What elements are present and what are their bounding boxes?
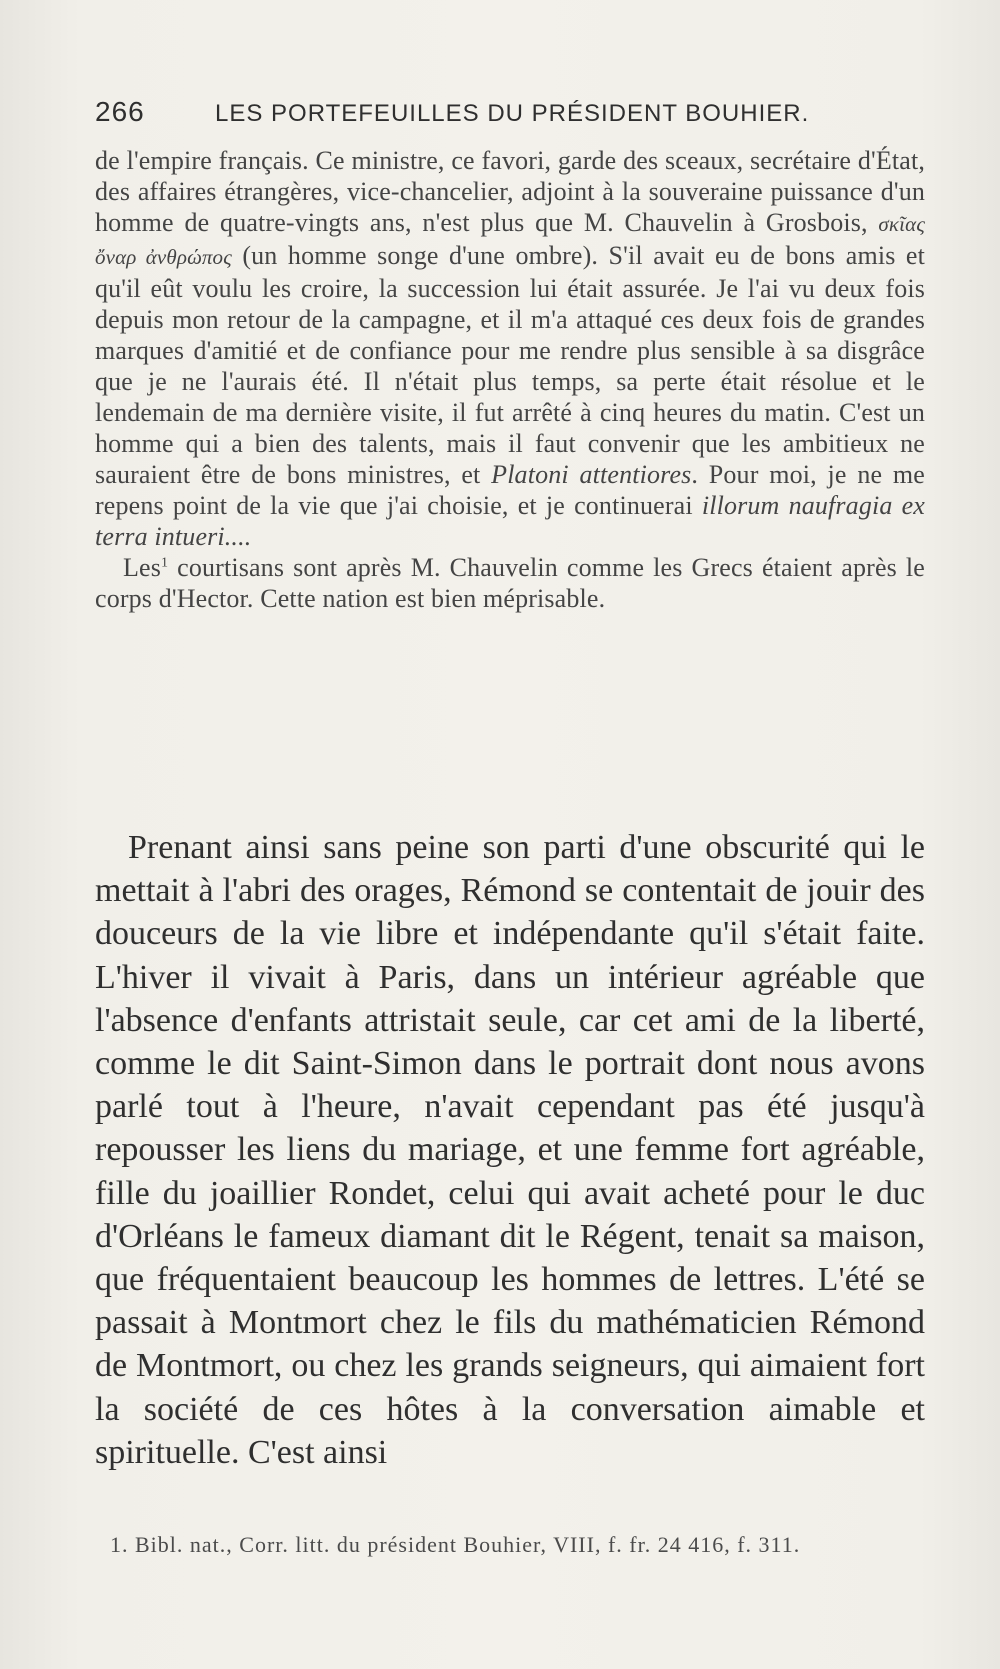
letter-paragraph-1 bbox=[95, 145, 925, 552]
latin-phrase: illorum naufragia ex terra intueri.... bbox=[95, 491, 925, 551]
page-header bbox=[95, 96, 835, 136]
letter-text: (un homme songe d'une ombre). S'il avait eu de bons amis et qu'il eût voulu les croire, la succession lui était assurée. Je l'ai vu deux fois depuis mon retour de la campagne, et il m'a attaqué ces deux fois de grandes marques d'amitié et de confiance pour me rendre plus sensible à sa disgrâce que je ne l'aurais été. Il n'était plus temps, sa perte était résolue et le lendemain de ma dernière visite, il fut arrêté à cinq heures du matin. C'est un homme qui a bien des talents, mais il faut convenir que les ambitieux ne sauraient être de bons ministres, et bbox=[95, 241, 925, 489]
greek-quote: σκῖας ὄναρ ἀνθρώπος bbox=[95, 212, 925, 269]
body-paragraph: Prenant ainsi sans peine son parti d'une obscurité qui le mettait à l'abri des orages, Rémond se contentait de jouir des douceurs de la vie libre et indépendante qu'il s'était faite. L'hiver il vivait à Paris, dans un intérieur agréable que l'absence d'enfants attristait seule, car cet ami de la liberté, comme le dit Saint-Simon dans le portrait dont nous avons parlé tout à l'heure, n'avait cependant pas été jusqu'à repousser les liens du mariage, et une femme fort agréable, fille du joaillier Rondet, celui qui avait acheté pour le duc d'Orléans le fameux diamant dit le Régent, tenait sa maison, que fréquentaient beaucoup les hommes de lettres. L'été se passait à Montmort chez le fils du mathématicien Rémond de Montmort, ou chez les grands seigneurs, qui aimaient fort la société de ces hôtes à la conversation aimable et spirituelle. C'est ainsi bbox=[95, 829, 925, 1471]
footnote: 1. Bibl. nat., Corr. litt. du président Bouhier, VIII, f. fr. 24 416, f. 311. bbox=[110, 1532, 801, 1557]
page-number: 266 bbox=[95, 96, 145, 127]
letter-text: Les bbox=[123, 553, 161, 582]
running-title: LES PORTEFEUILLES DU PRÉSIDENT BOUHIER. bbox=[215, 100, 810, 127]
letter-text: courtisans sont après M. Chauvelin comme les Grecs étaient après le corps d'Hector. Cette nation est bien méprisable. bbox=[95, 553, 925, 613]
main-text bbox=[95, 826, 925, 1474]
footnote-marker: 1 bbox=[161, 555, 169, 571]
letter-text: de l'empire français. Ce ministre, ce favori, garde des sceaux, secrétaire d'État, des affaires étrangères, vice-chancelier, adjoint à la souveraine puissance d'un homme de quatre-vingts ans, n'est plus que M. Chauvelin à Grosbois, bbox=[95, 146, 925, 237]
letter-paragraph-2 bbox=[95, 552, 925, 614]
latin-phrase: Platoni attentiores bbox=[491, 460, 692, 489]
quoted-letter bbox=[95, 145, 925, 614]
letter-text: . Pour moi, je ne me repens point de la vie que j'ai choisie, et je continuerai bbox=[95, 460, 925, 520]
